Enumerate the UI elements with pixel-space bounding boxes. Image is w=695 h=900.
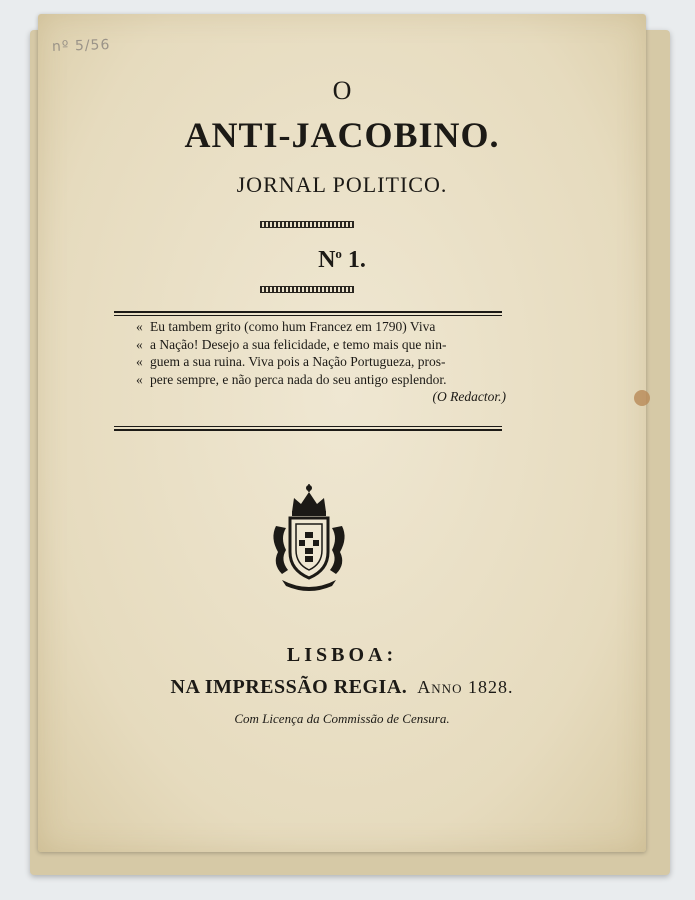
epigraph-quote xyxy=(136,318,510,406)
page-title: ANTI-JACOBINO. xyxy=(184,115,500,155)
quote-line: « Eu tambem grito (como hum Francez em 1790) Viva xyxy=(136,319,436,334)
imprint-year: Anno 1828. xyxy=(417,677,514,697)
title-page xyxy=(38,14,646,852)
ornamental-rule-top xyxy=(260,221,354,228)
pencil-annotation: nº 5/56 xyxy=(51,36,111,56)
quote-line: « guem a sua ruina. Viva pois a Nação Portugueza, pros- xyxy=(136,354,446,369)
issue-number xyxy=(38,246,646,274)
issue-prefix: N xyxy=(318,247,336,273)
issue-value: 1. xyxy=(347,247,366,273)
page-subtitle: JORNAL POLITICO. xyxy=(236,172,448,197)
imprint-press xyxy=(38,676,646,699)
quote-rule-bottom xyxy=(114,426,502,431)
title-article: O xyxy=(332,76,352,105)
ornamental-rule-bottom xyxy=(260,286,354,293)
quote-rule-top xyxy=(114,311,502,316)
imprint-city: LISBOA: xyxy=(286,644,398,666)
quote-line: « a Nação! Desejo a sua felicidade, e temo mais que nin- xyxy=(136,336,447,352)
royal-coat-of-arms-icon xyxy=(268,482,350,592)
issue-superscript: o xyxy=(335,246,342,261)
censorship-license: Com Licença da Commissão de Censura. xyxy=(234,711,450,726)
quote-signature: (O Redactor.) xyxy=(432,389,506,404)
quote-line: « pere sempre, e não perca nada do seu antigo esplendor. xyxy=(136,371,447,387)
imprint-press-name: NA IMPRESSÃO REGIA. xyxy=(170,676,408,698)
paper-stain xyxy=(634,390,650,406)
